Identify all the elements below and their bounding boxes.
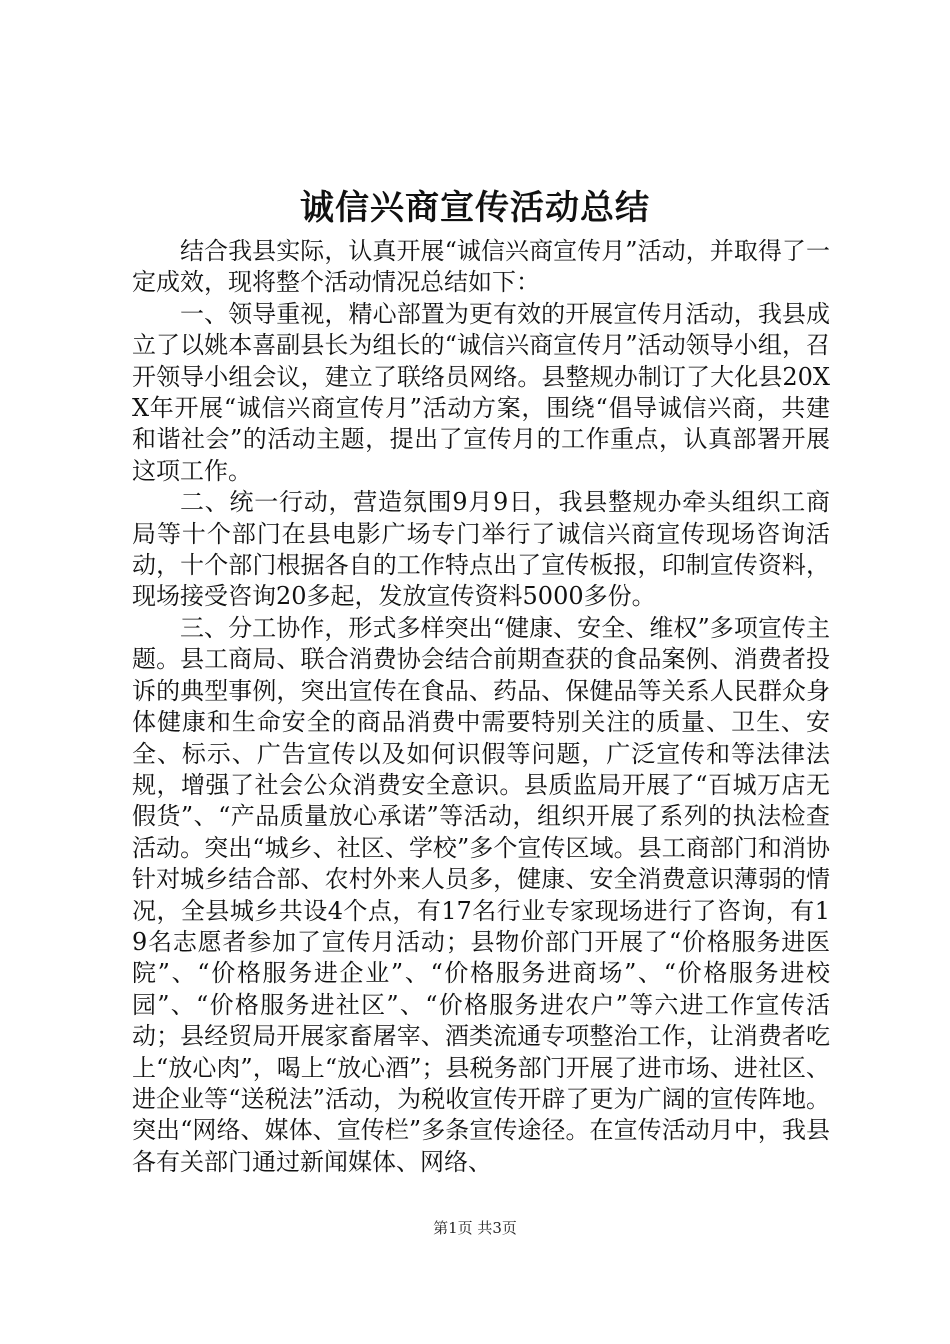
document-body [132, 236, 830, 1178]
paragraph-section-1: 一、领导重视，精心部置为更有效的开展宣传月活动，我县成立了以姚本喜副县长为组长的“诚信兴商宣传月”活动领导小组，召开领导小组会议，建立了联络员网络。县整规办制订了大化县20XX年开展“诚信兴商宣传月”活动方案，围绕“倡导诚信兴商，共建和谐社会”的活动主题，提出了宣传月的工作重点，认真部署开展这项工作。 [132, 299, 830, 485]
paragraph-section-2: 二、统一行动，营造氛围9月9日，我县整规办牵头组织工商局等十个部门在县电影广场专门举行了诚信兴商宣传现场咨询活动，十个部门根据各自的工作特点出了宣传板报，印制宣传资料，现场接受咨询20多起，发放宣传资料5000多份。 [132, 488, 830, 611]
paragraph-intro: 结合我县实际，认真开展“诚信兴商宣传月”活动，并取得了一定成效，现将整个活动情况总结如下： [132, 237, 830, 297]
page-footer: 第1页 共3页 [433, 1219, 517, 1237]
paragraph-section-3: 三、分工协作，形式多样突出“健康、安全、维权”多项宣传主题。县工商局、联合消费协会结合前期查获的食品案例、消费者投诉的典型事例，突出宣传在食品、药品、保健品等关系人民群众身体健康和生命安全的商品消费中需要特别关注的质量、卫生、安全、标示、广告宣传以及如何识假等问题，广泛宣传和等法律法规，增强了社会公众消费安全意识。县质监局开展了“百城万店无假货”、“产品质量放心承诺”等活动，组织开展了系列的执法检查活动。突出“城乡、社区、学校”多个宣传区域。县工商部门和消协针对城乡结合部、农村外来人员多，健康、安全消费意识薄弱的情况，全县城乡共设4个点，有17名行业专家现场进行了咨询，有19名志愿者参加了宣传月活动；县物价部门开展了“价格服务进医院”、“价格服务进企业”、“价格服务进商场”、“价格服务进校园”、“价格服务进社区”、“价格服务进农户”等六进工作宣传活动；县经贸局开展家畜屠宰、酒类流通专项整治工作，让消费者吃上“放心肉”，喝上“放心酒”；县税务部门开展了进市场、进社区、进企业等“送税法”活动，为税收宣传开辟了更为广阔的宣传阵地。突出“网络、媒体、宣传栏”多条宣传途径。在宣传活动月中，我县各有关部门通过新闻媒体、网络、 [132, 613, 830, 1176]
document-title: 诚信兴商宣传活动总结 [300, 188, 650, 228]
